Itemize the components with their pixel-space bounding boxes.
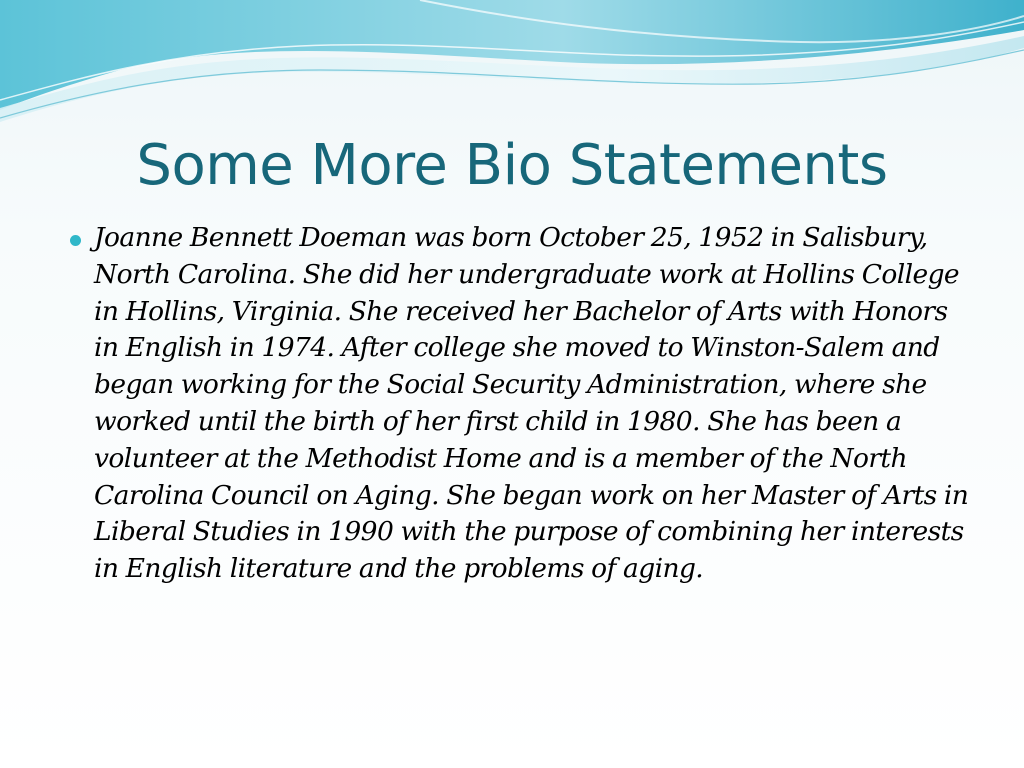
bullet-dot-icon — [70, 235, 81, 246]
header-wave-decoration — [0, 0, 1024, 140]
slide-title: Some More Bio Statements — [136, 133, 888, 198]
bullet-list — [64, 220, 974, 588]
bio-paragraph: Joanne Bennett Doeman was born October 25, 1952 in Salisbury, North Carolina. She did her undergraduate work at Hollins College in Hollins, Virginia. She received her Bachelor of Arts with Honors in English in 1974. After college she moved to Winston-Salem and began working for the Social Security Administration, where she worked until the birth of her first child in 1980. She has been a volunteer at the Methodist Home and is a member of the North Carolina Council on Aging. She began work on her Master of Arts in Liberal Studies in 1990 with the purpose of combining her interests in English literature and the problems of aging. — [94, 222, 969, 585]
bullet-item — [64, 220, 974, 588]
